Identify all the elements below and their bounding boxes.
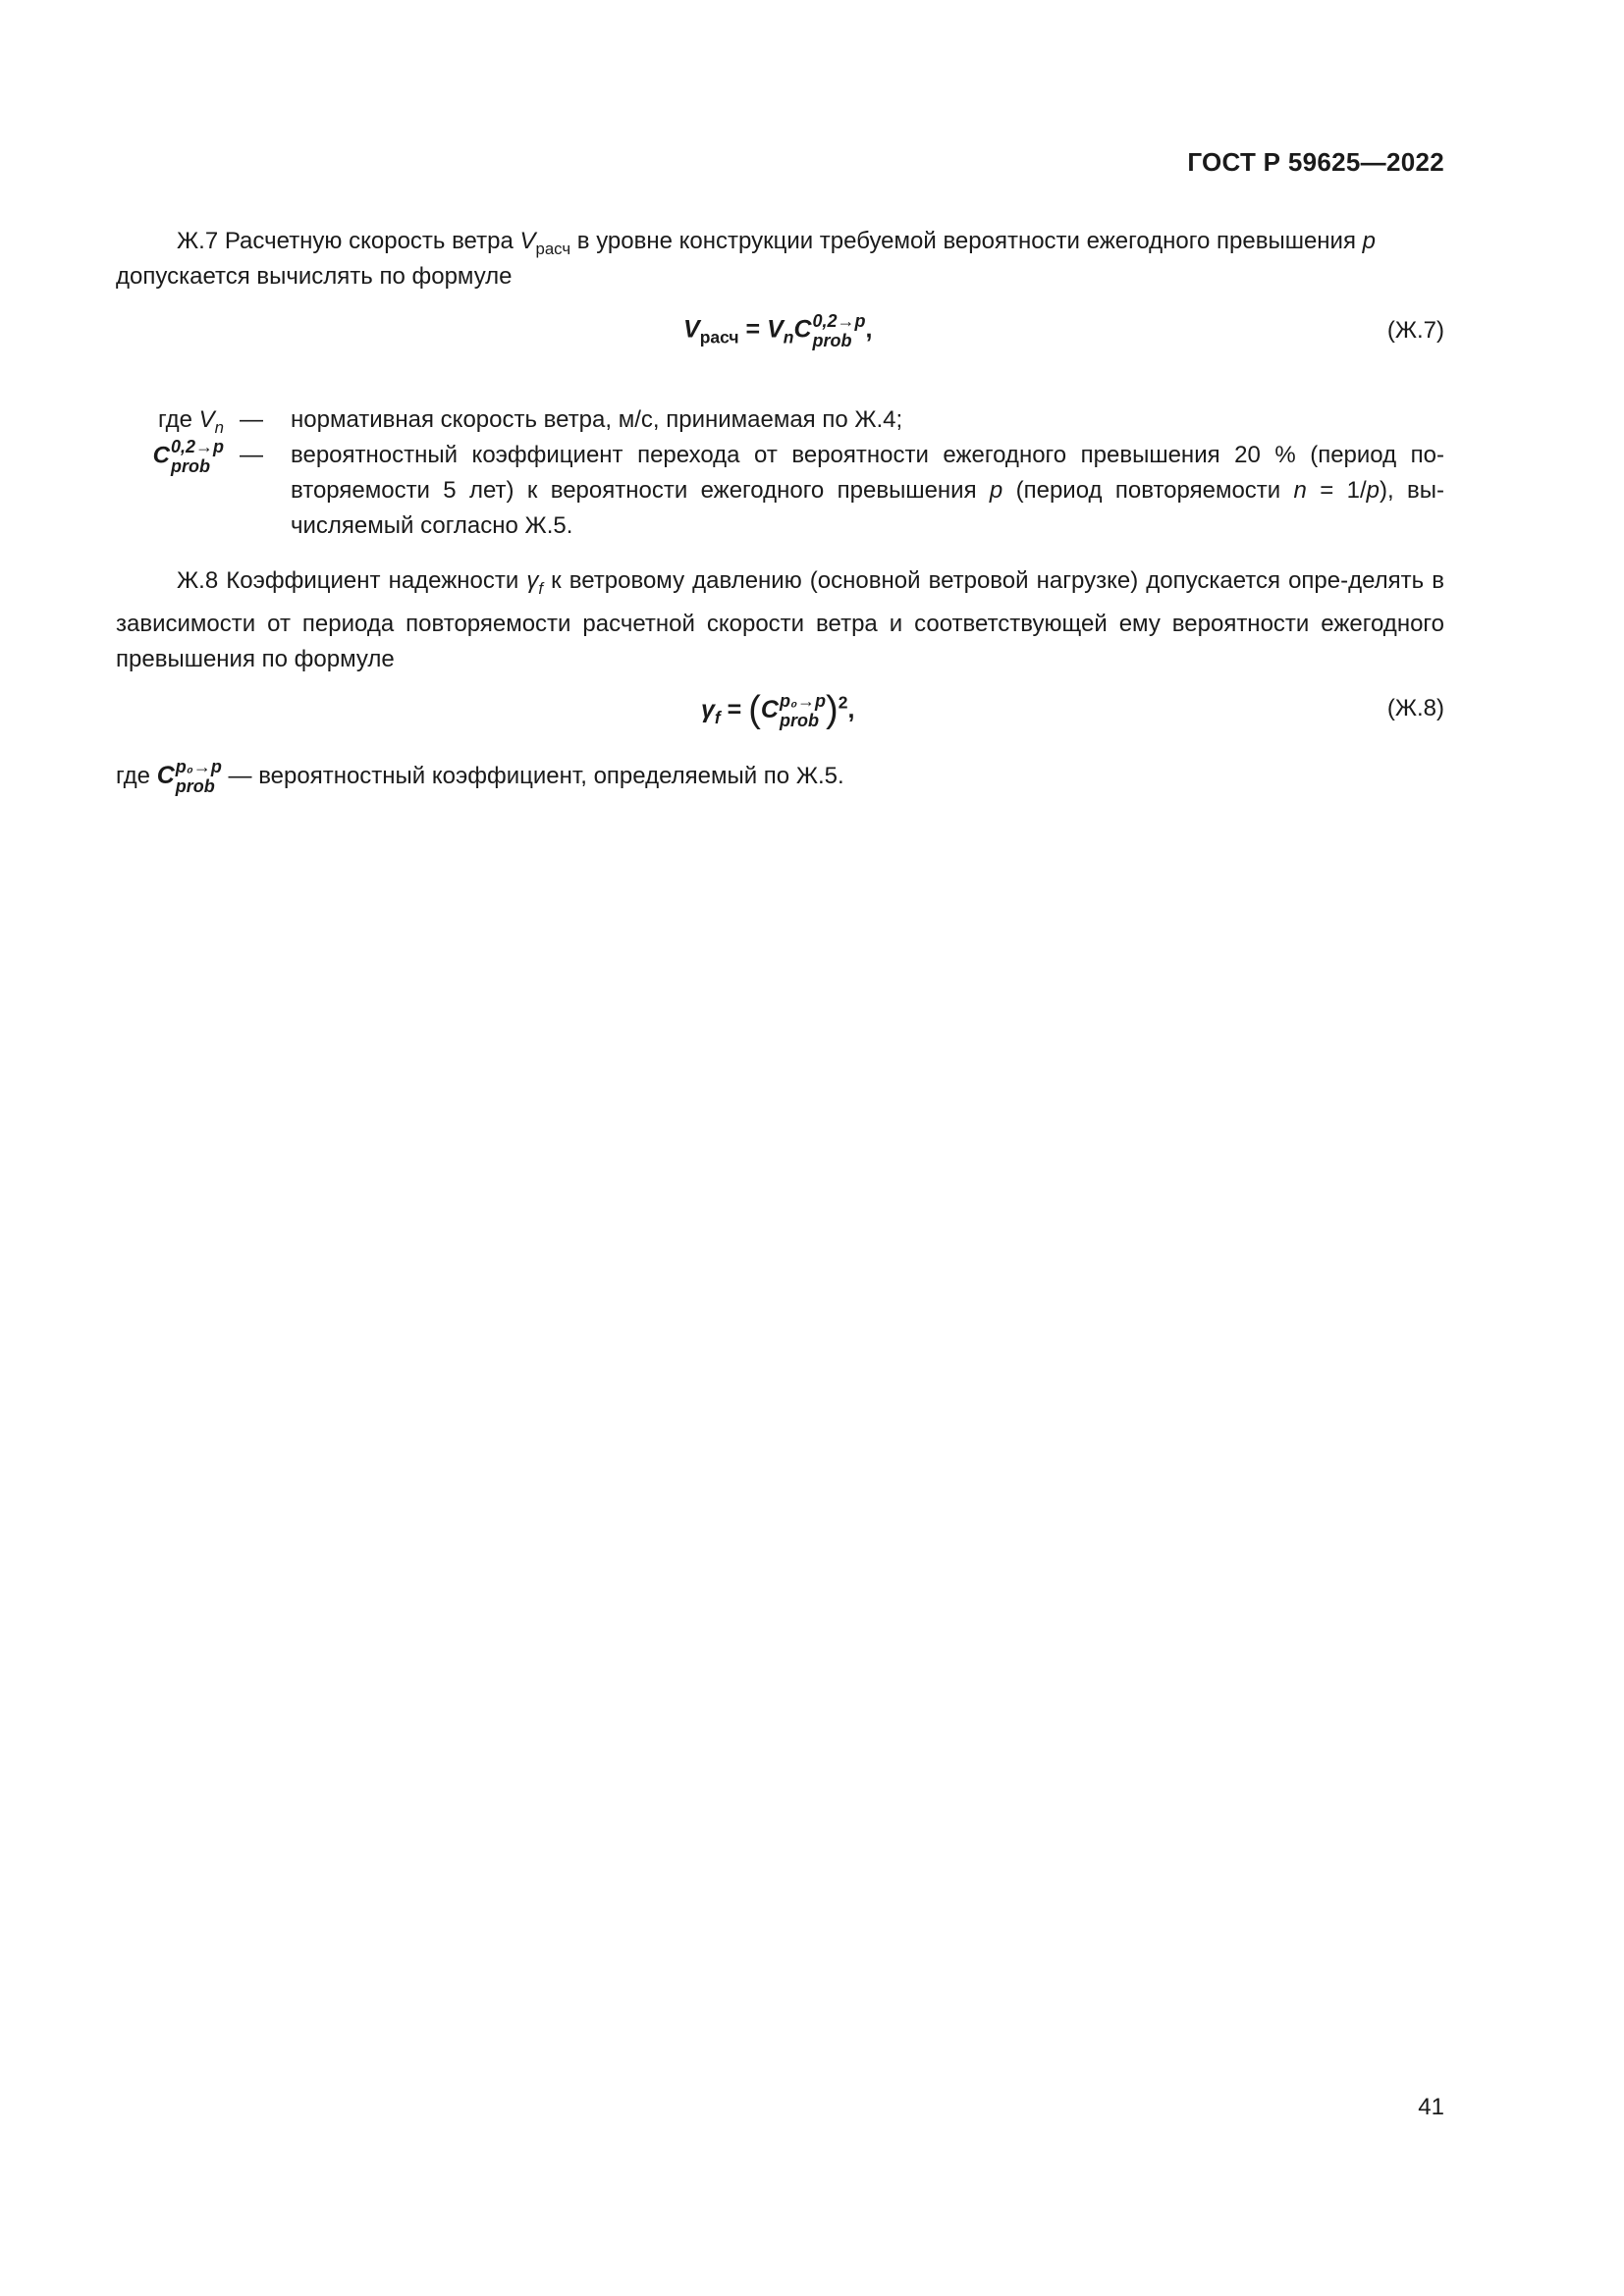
formula-rhs-v-sub: n	[783, 327, 794, 347]
formula8-trail: ,	[847, 696, 855, 723]
zh8-text-b: к ветровому давлению (основной ветровой нагрузке) допускается опре-делять в зависимости от периода повторяемости расчетной скорости ветра и соответствующей ему вероятности ежегодного превышения по формуле	[116, 567, 1444, 672]
cprob-text-d: ), вы-числяемый согласно Ж.5.	[291, 477, 1444, 539]
zh8-where-indices	[176, 758, 222, 795]
formula8-lparen: (	[748, 689, 761, 730]
zh8-where-text: — вероятностный коэффициент, определяемый по Ж.5.	[221, 763, 844, 789]
zh7-intro-cont: в уровне конструкции требуемой вероятности ежегодного превышения	[570, 228, 1363, 254]
formula-c-sub: prob	[812, 331, 852, 350]
formula8-c-indices	[780, 692, 826, 729]
formula8-equals: =	[720, 696, 749, 723]
formula-equals: =	[738, 315, 768, 344]
symbol-v-sub: расч	[535, 239, 571, 258]
where-c-indices	[171, 438, 224, 475]
cprob-p2: p	[1366, 477, 1380, 504]
zh8-gamma-sub: f	[538, 578, 544, 598]
definition-cprob	[116, 438, 1444, 546]
formula8-gamma-sub: f	[714, 708, 721, 728]
zh8-where-sub: prob	[175, 776, 215, 797]
equation-number-zh7: (Ж.7)	[1386, 317, 1444, 344]
definition-vn-text: нормативная скорость ветра, м/с, принимаемая по Ж.4;	[291, 406, 903, 433]
formula-c: C	[793, 315, 812, 344]
symbol-v: V	[519, 228, 536, 254]
document-header: ГОСТ Р 59625—2022	[1187, 147, 1444, 177]
paragraph-zh7-line2: допускается вычислять по формуле	[116, 263, 513, 290]
where-v-sub: n	[214, 417, 224, 437]
cprob-text-b: (период повторяемости	[1002, 477, 1294, 504]
formula8-power: 2	[838, 692, 848, 713]
formula-trail: ,	[865, 315, 873, 344]
zh8-where-symbol	[156, 757, 222, 797]
formula-lhs-sub: расч	[699, 327, 739, 347]
cprob-n: n	[1293, 477, 1307, 504]
equation-number-zh8: (Ж.8)	[1386, 695, 1444, 721]
where-c: C	[152, 442, 170, 469]
formula-lhs-v: V	[683, 315, 700, 344]
zh8-gamma: γ	[526, 567, 539, 594]
definition-cprob-symbol	[116, 438, 224, 475]
zh8-where-c: C	[156, 762, 175, 789]
definition-zh8	[116, 758, 1444, 795]
where-c-sub: prob	[170, 456, 210, 476]
definition-dash: —	[240, 406, 263, 433]
paragraph-zh8	[116, 563, 1444, 677]
cprob-text-a: вероятностный коэффициент перехода от вероятности ежегодного превышения 20 % (период по-вторяемости 5 лет) к вероятности ежегодного превышения	[291, 442, 1444, 504]
definition-cprob-text	[291, 438, 1444, 544]
cprob-p: p	[989, 477, 1003, 504]
definition-vn	[116, 402, 1444, 438]
formula-c-indices	[813, 312, 866, 349]
formula8-gamma: γ	[701, 696, 715, 723]
zh8-where-lead: где	[116, 763, 157, 789]
formula-c-sup: 0,2→p	[812, 311, 866, 331]
symbol-p: p	[1362, 228, 1376, 254]
zh7-intro: Ж.7 Расчетную скорость ветра	[177, 228, 520, 254]
where-c-sup: 0,2→p	[170, 437, 224, 456]
formula8-rparen: )	[826, 689, 839, 730]
formula-rhs-v: V	[767, 315, 784, 344]
formula8-c: C	[760, 696, 779, 723]
zh8-text-a: Ж.8 Коэффициент надежности	[177, 567, 527, 594]
formula-zh8	[701, 689, 854, 731]
formula8-c-sub: prob	[779, 711, 819, 731]
zh8-where-sup: p₀→p	[175, 757, 222, 777]
formula8-c-sup: p₀→p	[779, 691, 827, 712]
cprob-text-c: = 1/	[1306, 477, 1367, 504]
where-lead: где	[157, 406, 199, 433]
formula-zh7	[683, 312, 873, 349]
page-number: 41	[1418, 2094, 1444, 2120]
definition-dash: —	[240, 442, 263, 468]
where-v: V	[198, 406, 215, 433]
